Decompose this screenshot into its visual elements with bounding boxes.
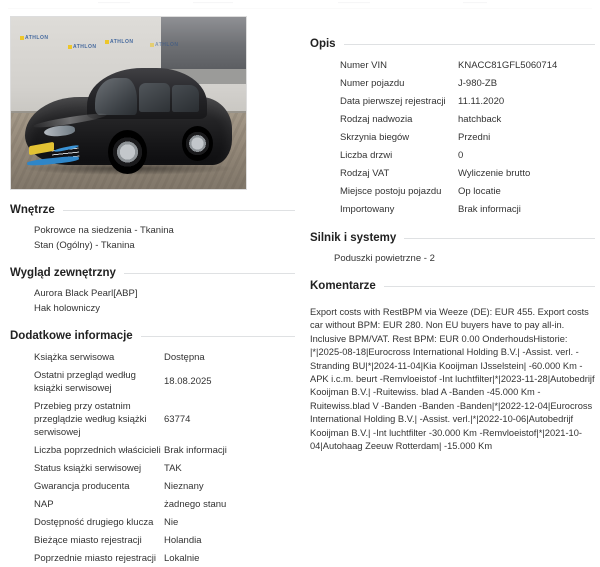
row-value: Nie [164,516,179,528]
table-row [10,513,295,531]
row-value: J-980-ZB [458,77,498,89]
row-label: NAP [34,498,54,510]
additional-info-table [10,348,295,567]
exterior-feature-list [10,286,295,316]
watermark-athlon-3: ATHLON [105,39,133,45]
section-title-comments: Komentarze [310,280,376,292]
table-row [310,146,595,164]
row-value: 63774 [164,413,191,425]
row-label: Przebieg przy ostatnim przeglądzie według książki serwisowej [34,400,147,438]
table-row [10,459,295,477]
car-rear-window [172,85,199,113]
car-windshield [95,78,136,114]
section-rule-comments [384,286,595,287]
table-row [10,531,295,549]
section-title-interior: Wnętrze [10,204,55,216]
list-item: Stan (Ogólny) - Tkanina [34,240,135,251]
table-row [10,549,295,567]
table-row [310,56,595,74]
row-label: Rodzaj nadwozia [340,113,413,125]
row-label: Książka serwisowa [34,351,115,363]
row-value: żadnego stanu [164,498,227,510]
watermark-athlon-4: ATHLON [150,42,178,48]
cut-off-cell-2: ————— [193,0,233,7]
vehicle-photo[interactable] [10,16,247,190]
section-rule-exterior [124,273,295,274]
row-label: Importowany [340,203,395,215]
section-title-description: Opis [310,38,336,50]
section-rule-interior [63,210,295,211]
section-title-exterior: Wygląd zewnętrzny [10,267,116,279]
car-front-wheel [108,130,147,174]
row-value: hatchback [458,113,502,125]
row-value: TAK [164,462,182,474]
section-rule-additional [141,336,295,337]
row-label: Liczba drzwi [340,149,393,161]
cut-off-cell-1: ———— [98,0,130,7]
section-header-exterior [10,267,295,279]
row-value: Przedni [458,131,491,143]
table-row [310,182,595,200]
row-label: Ostatni przegląd według książki serwisowej [34,369,136,394]
table-row [310,200,595,218]
list-item: Aurora Black Pearl[ABP] [34,288,138,299]
row-label: Bieżące miasto rejestracji [34,534,142,546]
row-label: Miejsce postoju pojazdu [340,185,442,197]
description-table [310,56,595,218]
row-value: Holandia [164,534,202,546]
row-label: Skrzynia biegów [340,131,410,143]
section-rule-description [344,44,595,45]
section-header-description [310,38,595,50]
row-value: 0 [458,149,464,161]
section-rule-engine [404,238,595,239]
row-label: Gwarancja producenta [34,480,130,492]
vehicle-photo-canvas [11,17,246,189]
table-row [10,441,295,459]
list-item: Poduszki powietrzne - 2 [334,253,435,264]
row-label: Numer pojazdu [340,77,405,89]
section-title-engine: Silnik i systemy [310,232,397,244]
comments-text: Export costs with RestBPM via Weeze (DE): EUR 455. Export costs car without BPM: EUR 280. Non EU buyers have to pay all-in. Inclusive BPM/VAT. Rest BPM: EUR 0.00 OnderhoudsHistorie: |*|2025-08-18|Eurocross International Holding B.V.| -Assist. verl. -Stranding BU|*|2024-11-04|Kia Kooijman IJsselstein| -60.000 Km -APK i.c.m. beurt -Remvloeistof -Int luchtfilter|*|2023-11-28|Autobedrijf Kooijman B.V.| -Ruitewiss. blad A -Banden -45.000 Km -Ruitewiss.blad V -Banden -Banden -Banden|*|2022-12-04|Eurocross International Holding B.V.| -Assist. verl.|*|2022-10-06|Autobedrijf Kooijman B.V.| -Int luchtfilter -30.000 Km -Remvloeistof|*|2021-10-04|Autohaag Zeeuw Rotterdam| -15.000 Km [310,307,595,452]
row-value: 18.08.2025 [164,376,212,387]
cut-off-cell-4: ——— [463,0,487,7]
row-label: Status książki serwisowej [34,462,142,474]
row-value: KNACC81GFL5060714 [458,59,558,71]
row-value: Brak informacji [164,444,227,456]
table-row [10,495,295,513]
car-front-window [139,83,170,113]
table-row [310,110,595,128]
section-header-engine [310,232,595,244]
row-value: Dostępna [164,351,205,363]
right-column [310,24,595,453]
section-header-additional [10,330,295,342]
car-rear-wheel [182,126,213,161]
section-header-comments [310,280,595,292]
car-illustration [25,62,232,172]
table-row [10,366,295,397]
row-label: Liczba poprzednich właścicieli [34,444,161,456]
cut-off-cell-3: ———— [338,0,370,7]
left-column [10,16,295,567]
row-value: Brak informacji [458,203,521,215]
row-value: Wyliczenie brutto [458,167,531,179]
engine-feature-list [310,251,595,266]
row-label: Dostępność drugiego klucza [34,516,154,528]
table-row [10,397,295,441]
list-item: Hak holowniczy [34,303,100,314]
table-row [310,128,595,146]
list-item: Pokrowce na siedzenia - Tkanina [34,225,174,236]
watermark-athlon-1: ATHLON [20,35,48,41]
section-title-additional: Dodatkowe informacje [10,330,133,342]
row-label: Poprzednie miasto rejestracji [34,552,156,564]
row-value: 11.11.2020 [458,95,505,107]
row-label: Data pierwszej rejestracji [340,95,446,107]
cut-off-table-row [8,0,592,9]
row-value: Op locatie [458,185,501,197]
row-value: Lokalnie [164,552,200,564]
row-label: Rodzaj VAT [340,167,390,179]
interior-feature-list [10,223,295,253]
watermark-athlon-2: ATHLON [68,44,96,50]
table-row [10,348,295,366]
row-value: Nieznany [164,480,204,492]
section-header-interior [10,204,295,216]
row-label: Numer VIN [340,59,387,71]
table-row [310,164,595,182]
table-row [310,74,595,92]
table-row [310,92,595,110]
